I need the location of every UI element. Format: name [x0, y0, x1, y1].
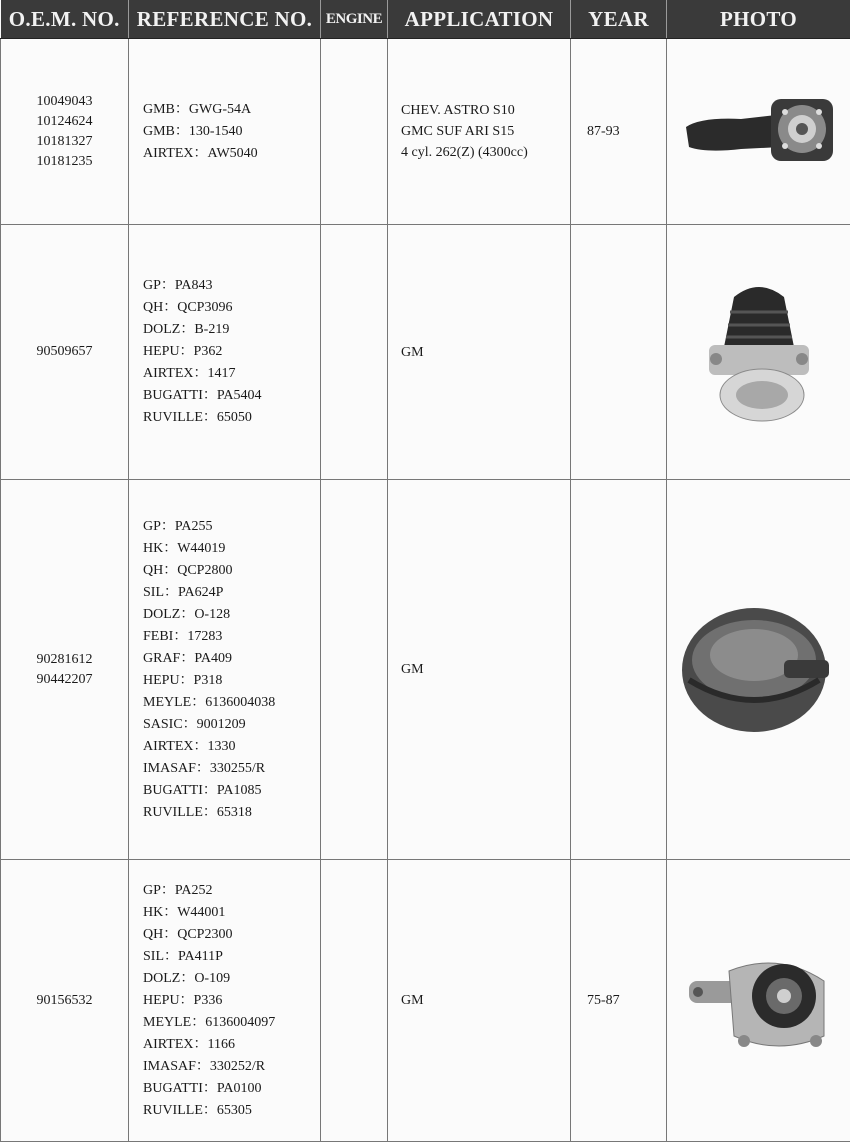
engine-cell	[321, 225, 388, 480]
reference-number: AIRTEX：1417	[143, 366, 236, 381]
year-cell: 75-87	[571, 860, 667, 1142]
application-cell	[388, 39, 571, 225]
reference-number: QH：QCP2300	[143, 926, 233, 942]
oem-number: 90281612	[36, 651, 93, 667]
oem-number: 90156532	[36, 992, 93, 1008]
oem-number: 10181235	[36, 153, 93, 169]
reference-number: BUGATTI：PA1085	[143, 782, 262, 798]
water-pump-photo	[684, 941, 834, 1061]
application-text: GM	[401, 662, 424, 677]
reference-number: MEYLE：6136004038	[143, 694, 276, 710]
reference-number: BUGATTI：PA0100	[143, 1080, 262, 1096]
reference-number: QH：QCP2800	[143, 562, 233, 578]
water-pump-photo	[681, 87, 836, 177]
reference-number: RUVILLE：65050	[143, 410, 252, 425]
reference-number: BUGATTI：PA5404	[143, 388, 262, 403]
engine-cell	[321, 39, 388, 225]
reference-number: HK：W44019	[143, 540, 226, 556]
reference-number: DOLZ：B-219	[143, 322, 230, 337]
application-text: GMC SUF ARI S15	[401, 124, 515, 139]
oem-number: 10124624	[36, 113, 93, 129]
engine-cell	[321, 860, 388, 1142]
reference-number: SIL：PA624P	[143, 584, 224, 600]
header-reference: REFERENCE NO.	[129, 0, 321, 39]
application-cell	[388, 860, 571, 1142]
reference-number: GMB：GWG-54A	[143, 101, 252, 117]
reference-number: GRAF：PA409	[143, 650, 232, 666]
oem-cell	[1, 39, 129, 225]
year-cell	[571, 225, 667, 480]
header-engine: ENGINE	[321, 0, 388, 39]
application-cell	[388, 480, 571, 860]
reference-number: HEPU：P318	[143, 672, 223, 688]
application-text: GM	[401, 344, 424, 360]
reference-number: FEBI：17283	[143, 628, 223, 644]
reference-number: DOLZ：O-109	[143, 970, 231, 986]
reference-cell	[129, 39, 321, 225]
oem-cell	[1, 225, 129, 480]
application-cell	[388, 225, 571, 480]
photo-cell	[667, 860, 850, 1142]
table-header	[1, 0, 850, 39]
photo-cell	[667, 225, 850, 480]
reference-number: HEPU：P362	[143, 344, 223, 359]
reference-cell	[129, 860, 321, 1142]
table-row	[1, 39, 850, 225]
reference-number: AIRTEX：AW5040	[143, 145, 258, 161]
water-pump-photo	[679, 600, 839, 740]
header-year: YEAR	[571, 0, 667, 39]
reference-number: HEPU：P336	[143, 992, 223, 1008]
reference-number: SIL：PA411P	[143, 948, 223, 964]
reference-number: HK：W44001	[143, 904, 226, 920]
photo-cell	[667, 480, 850, 860]
reference-number: RUVILLE：65318	[143, 804, 252, 820]
reference-number: SASIC：9001209	[143, 716, 246, 732]
reference-cell	[129, 225, 321, 480]
table-row	[1, 225, 850, 480]
application-text: GM	[401, 993, 424, 1008]
reference-number: IMASAF：330252/R	[143, 1058, 266, 1074]
oem-cell	[1, 480, 129, 860]
reference-number: GP：PA252	[143, 882, 213, 898]
table-row	[1, 860, 850, 1142]
reference-number: GP：PA843	[143, 278, 213, 293]
oem-number: 90509657	[36, 344, 93, 359]
oem-number: 10181327	[36, 133, 93, 149]
reference-cell	[129, 480, 321, 860]
reference-number: AIRTEX：1330	[143, 738, 236, 754]
table-body	[1, 39, 850, 1142]
oem-number: 10049043	[36, 93, 93, 109]
reference-number: GP：PA255	[143, 518, 213, 534]
oem-number: 90442207	[36, 671, 93, 687]
table-row	[1, 480, 850, 860]
reference-number: QH：QCP3096	[143, 300, 233, 315]
header-photo: PHOTO	[667, 0, 850, 39]
reference-number: GMB：130-1540	[143, 123, 243, 139]
header-application: APPLICATION	[388, 0, 571, 39]
application-text: 4 cyl. 262(Z) (4300cc)	[401, 145, 528, 160]
oem-cell	[1, 860, 129, 1142]
application-text: CHEV. ASTRO S10	[401, 103, 515, 118]
reference-number: RUVILLE：65305	[143, 1102, 252, 1118]
reference-number: IMASAF：330255/R	[143, 760, 266, 776]
photo-cell	[667, 39, 850, 225]
year-cell	[571, 480, 667, 860]
engine-cell	[321, 480, 388, 860]
reference-number: AIRTEX：1166	[143, 1036, 235, 1052]
reference-number: DOLZ：O-128	[143, 606, 231, 622]
water-pump-photo	[694, 277, 824, 427]
reference-number: MEYLE：6136004097	[143, 1014, 276, 1030]
year-cell: 87-93	[571, 39, 667, 225]
header-oem: O.E.M. NO.	[1, 0, 129, 39]
